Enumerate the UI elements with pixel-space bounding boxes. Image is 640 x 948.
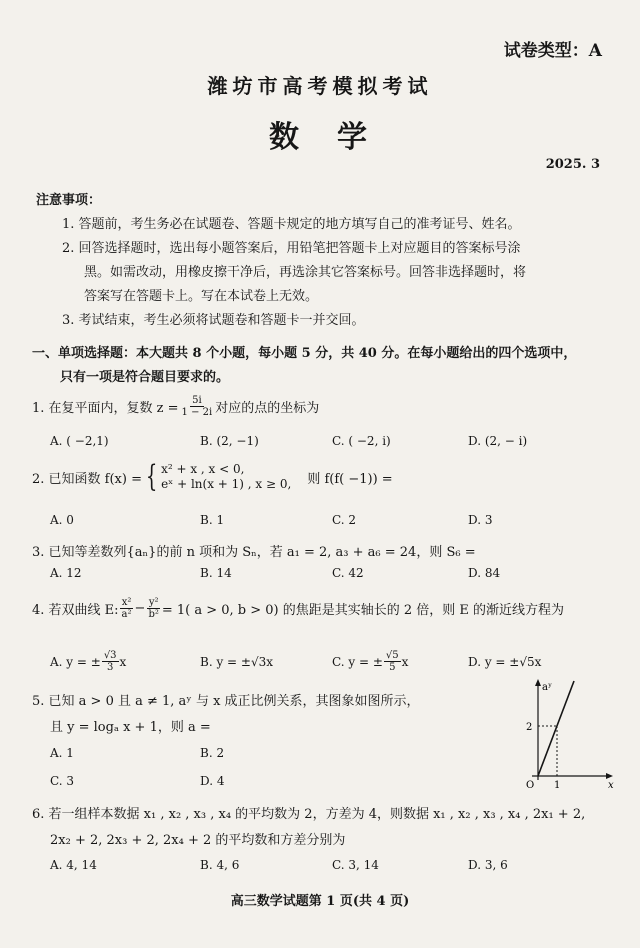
q1-option-c: C. ( −2, i)	[332, 434, 391, 448]
q5-option-d: D. 4	[200, 774, 225, 788]
subject-title: 数 学	[269, 120, 371, 155]
q1-option-a: A. ( −2,1)	[50, 434, 109, 448]
q4-option-d: D. y = ±√5x	[468, 655, 542, 669]
q4-option-a	[50, 650, 126, 673]
q4-opt-c-den: 5	[389, 662, 396, 673]
q6-option-d: D. 3, 6	[468, 858, 508, 872]
q4-opt-a-post: x	[119, 654, 127, 669]
q4-fraction-1	[120, 597, 134, 620]
q3-option-d: D. 84	[468, 566, 501, 580]
q5-line-graph	[538, 681, 574, 776]
page-footer: 高三数学试题第 1 页(共 4 页)	[230, 894, 410, 909]
q5-x-axis-label: x	[608, 780, 614, 790]
q4-opt-a-fraction	[102, 650, 119, 673]
q2-piecewise	[161, 462, 291, 492]
q2-option-c: C. 2	[332, 513, 357, 527]
q5-graph	[510, 676, 616, 790]
q5-y-axis-label: aʸ	[542, 682, 553, 693]
q6-option-b: B. 4, 6	[200, 858, 240, 872]
question-4-stem	[32, 597, 564, 620]
q4-f2-denominator: b²	[148, 609, 159, 620]
q5-origin-label: O	[526, 780, 535, 790]
question-3-stem: 3. 已知等差数列{aₙ}的前 n 项和为 Sₙ，若 a₁ = 2, a₃ + a₆ = 24，则 S₆ =	[32, 545, 476, 560]
question-5-line2: 且 y = logₐ x + 1，则 a =	[50, 720, 211, 735]
q4-f1-denominator: a²	[121, 609, 132, 620]
q2-option-d: D. 3	[468, 513, 493, 527]
q5-y-arrow	[535, 679, 541, 686]
q5-x-tick-label: 1	[554, 780, 561, 790]
section-heading-line1: 一、单项选择题：本大题共 8 个小题，每小题 5 分，共 40 分。在每小题给出的四个选项中，	[32, 346, 577, 361]
question-6-line2: 2x₂ + 2, 2x₃ + 2, 2x₄ + 2 的平均数和方差分别为	[50, 833, 346, 848]
q4-option-c	[332, 650, 408, 673]
q1-option-d: D. (2, − i)	[468, 434, 528, 448]
q4-opt-a-num: √3	[103, 650, 117, 661]
q5-option-b: B. 2	[200, 746, 225, 760]
q3-option-a: A. 12	[50, 566, 82, 580]
note-3: 3. 考试结束，考生必须将试题卷和答题卡一并交回。	[62, 313, 365, 328]
q2-case-2: eˣ + ln(x + 1) , x ≥ 0,	[161, 477, 292, 491]
q5-option-c: C. 3	[50, 774, 75, 788]
q3-option-b: B. 14	[200, 566, 232, 580]
q4-opt-c-num: √5	[385, 650, 399, 661]
q1-post: 对应的点的坐标为	[215, 401, 320, 416]
q4-opt-a-pre: A. y = ±	[50, 654, 101, 669]
q4-pre: 4. 若双曲线 E:	[32, 603, 119, 618]
q2-post: 则 f(f( −1)) =	[307, 471, 393, 487]
q3-option-c: C. 42	[332, 566, 364, 580]
note-2-line3: 答案写在答题卡上。写在本试卷上无效。	[84, 289, 319, 304]
section-heading-line2: 只有一项是符合题目要求的。	[60, 370, 230, 385]
q2-brace: {	[145, 459, 158, 494]
exam-date: 2025. 3	[545, 157, 600, 172]
q1-pre: 1. 在复平面内，复数 z =	[32, 401, 179, 416]
q4-option-b: B. y = ±√3x	[200, 655, 274, 669]
q1-fraction	[180, 395, 215, 418]
q6-option-c: C. 3, 14	[332, 858, 379, 872]
q2-option-b: B. 1	[200, 513, 225, 527]
q4-fraction-2	[146, 597, 160, 620]
q2-pre: 2. 已知函数 f(x) =	[32, 471, 142, 487]
notes-heading: 注意事项：	[36, 193, 102, 208]
question-6-line1: 6. 若一组样本数据 x₁ , x₂ , x₃ , x₄ 的平均数为 2，方差为 4，则数据 x₁ , x₂ , x₃ , x₄ , 2x₁ + 2,	[32, 807, 586, 822]
note-1: 1. 答题前，考生务必在试题卷、答题卡规定的地方填写自己的准考证号、姓名。	[62, 217, 521, 232]
question-1-stem	[32, 395, 319, 418]
q4-opt-c-post: x	[401, 654, 409, 669]
q4-post: = 1( a > 0, b > 0) 的焦距是其实轴长的 2 倍，则 E 的渐近线方程为	[161, 603, 565, 618]
question-2-stem	[32, 459, 393, 494]
exam-title: 潍坊市高考模拟考试	[207, 74, 433, 98]
q4-f2-numerator: y²	[148, 597, 159, 608]
note-2-line2: 黑。如需改动，用橡皮擦干净后，再选涂其它答案标号。回答非选择题时，将	[84, 265, 527, 280]
paper-type: 试卷类型：A	[503, 41, 602, 61]
q2-option-a: A. 0	[50, 513, 74, 527]
q4-f1-numerator: x²	[121, 597, 132, 608]
q4-opt-c-pre: C. y = ±	[332, 654, 383, 669]
q2-case-1: x² + x , x < 0,	[161, 462, 245, 476]
q6-option-a: A. 4, 14	[50, 858, 97, 872]
q1-denominator: 1 − 2i	[181, 407, 213, 418]
q5-option-a: A. 1	[50, 746, 74, 760]
q5-x-arrow	[606, 773, 613, 779]
q1-numerator: 5i	[192, 395, 202, 406]
q1-option-b: B. (2, −1)	[200, 434, 259, 448]
q5-y-tick-label: 2	[526, 722, 533, 733]
q4-minus: −	[134, 601, 146, 616]
q4-opt-c-fraction	[384, 650, 401, 673]
question-5-line1: 5. 已知 a > 0 且 a ≠ 1, aʸ 与 x 成正比例关系，其图象如图所示，	[32, 694, 420, 709]
q4-opt-a-den: 3	[106, 662, 114, 673]
note-2-line1: 2. 回答选择题时，选出每小题答案后，用铅笔把答题卡上对应题目的答案标号涂	[62, 241, 521, 256]
